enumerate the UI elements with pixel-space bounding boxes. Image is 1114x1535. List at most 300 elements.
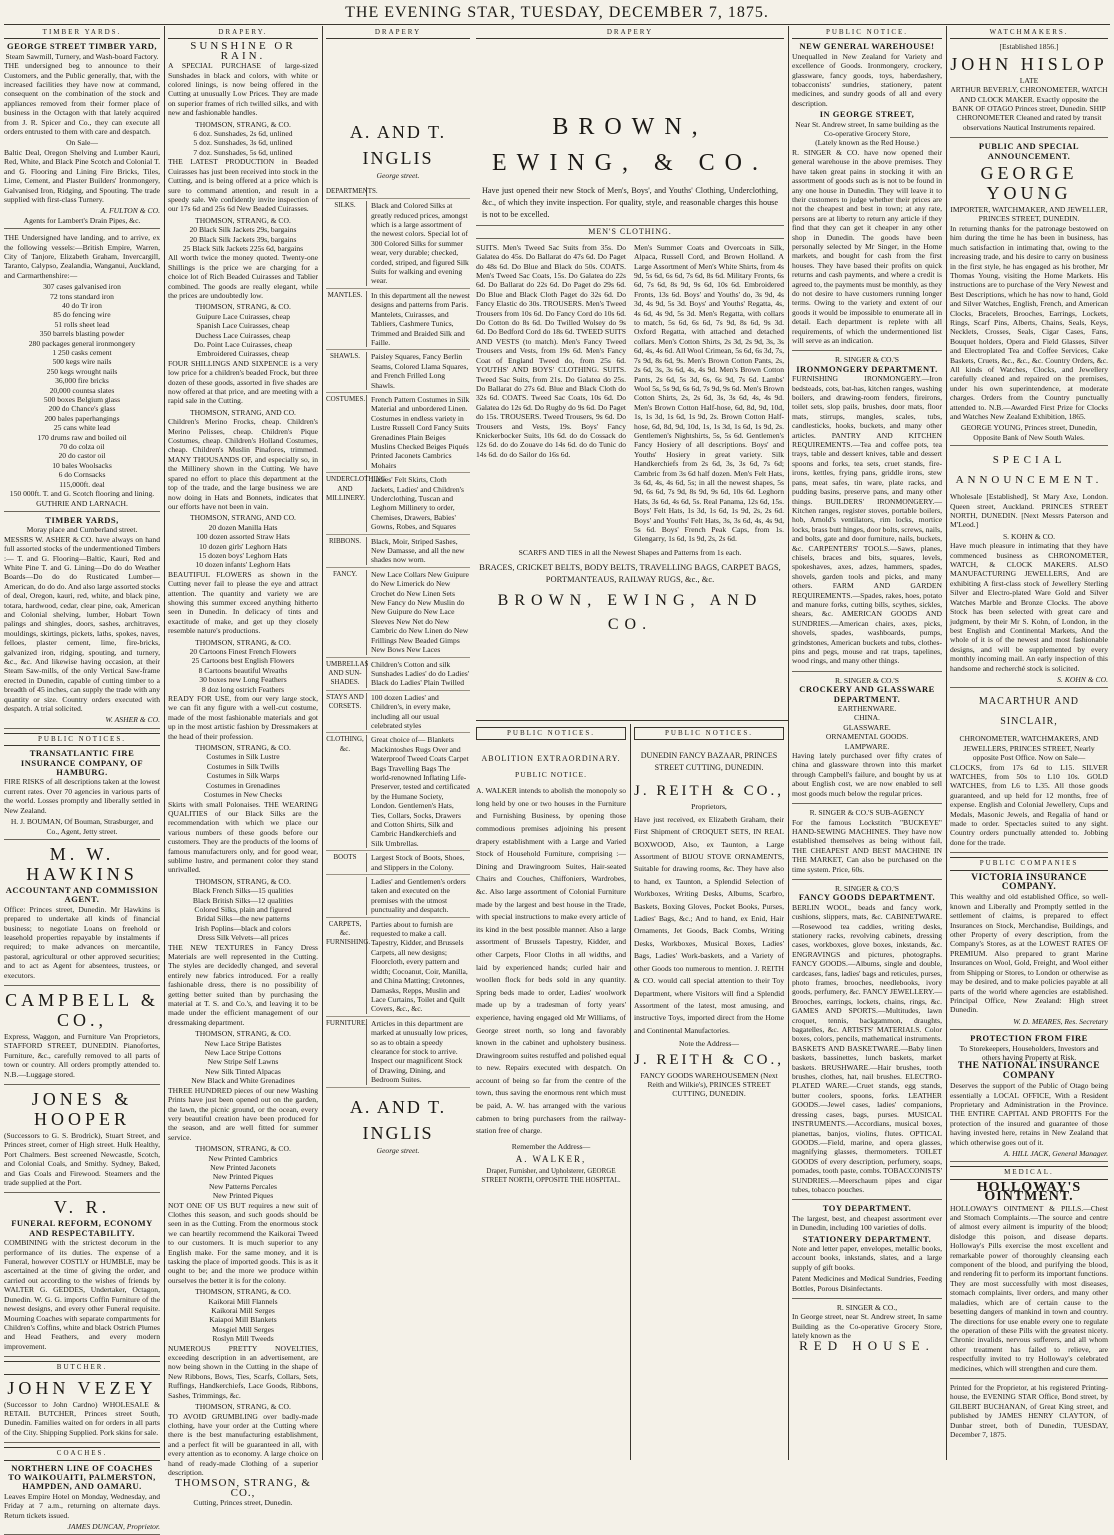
- ad-body: READY FOR USE, from our very large stock, we can fit any figure with a well-cut costume, made of the most fashionable materials and got up in the most artistic fashion by Dressmakers at the head of their profession.: [168, 694, 318, 741]
- ad-body: FOUR SHILLINGS AND SIXPENCE is a very low price for a children's beaded Frock, but three dozen of these goods, assorted in five shades are now offered at that price, and are meeting with a rapid sale in the Cutting.: [168, 358, 318, 406]
- ad-display-name: RED HOUSE.: [799, 1337, 935, 1353]
- ad-macarthur-sinclair: [950, 692, 1108, 853]
- ad-display-name: SPECIAL ANNOUNCEMENT.: [955, 454, 1103, 487]
- department-row: [326, 658, 470, 691]
- department-row: [326, 199, 470, 289]
- ad-title: IRONMONGERY DEPARTMENT.: [796, 363, 938, 374]
- goods-list-item: 20 Black Silk Jackets 39s, bargains: [189, 234, 297, 244]
- ad-asher-timber: [4, 516, 160, 729]
- ad-body: Deserves the support of the Public of Otago being essentially a LOCAL OFFICE, With a Resident Proprietary and Administration in the Province. THE ENTIRE CAPITAL AND PROFITS For the protection of the insured and guarantee of those having invested here, retains in New Zealand that which otherwise goes out of it.: [950, 1081, 1108, 1147]
- ad-body: Note and letter paper, envelopes, metallic books, account books, inkstands, slates, and a large supply of gift books.: [792, 1243, 942, 1272]
- goods-list-item: 72 tons standard iron: [50, 291, 114, 301]
- goods-list: [168, 1297, 318, 1344]
- department-row: [326, 393, 470, 473]
- goods-list-item: 100 dozen assorted Straw Hats: [196, 532, 290, 542]
- column-timber-yards: [4, 28, 160, 1531]
- ad-signature: THOMSON, STRANG, & CO.: [195, 1402, 291, 1412]
- ad-display-name: J. REITH & CO.,: [634, 1051, 784, 1068]
- section-heading: MEN'S CLOTHING.: [476, 225, 784, 238]
- ad-body: HOLLOWAY'S OINTMENT & PILLS.—Chest and Stomach Complaints.—The source and centre of almost every ailment is impurity of the blood; dislodge this poison, and disease departs. Holloway's Pills exercise the most excellent and remarkable power of thoroughly cleansing each component of the blood, and purifying the blood, and rendering fit to perform its important functions. They are most successfully with most diseases, stomach complaints, liver orders, and many other maladies, which are of certain cause to the besetting dangers of mankind in town and country. The directions for use enable every one to regulate the operation of these Pills with the greatest nicety. Chronic invalids, nervous sufferers, and all whom other treatment has failed to relieve, are respectfully invited to try Holloway's celebrated medicines, which will strengthen and cure them.: [950, 1203, 1108, 1373]
- ad-note: BRACES, CRICKET BELTS, BODY BELTS, TRAVELLING BAGS, CARPET BAGS, PORTMANTEAUS, RAILWAY RUGS, &c., &c.: [479, 562, 781, 585]
- ad-label: On Sale—: [66, 138, 98, 148]
- goods-list-item: New Black and White Grenadines: [191, 1076, 295, 1086]
- ad-body: Unequalled in New Zealand for Variety and excellence of Goods. Ironmongery, crockery, glassware, fancy goods, toys, haberdashery, tobacconists' sundries, stationery, patent medicines, and sundry goods of all and every description.: [792, 51, 942, 108]
- ad-body: (Successors to G. S. Brodrick), Stuart Street, and Princes street, corner of High street. Hulk Healthy, Port Chalmers. Best screened Newcastle, Scotch, and Colonial Coals, and Smithy. Sydney, Baked, and Gas Coals and Firewood. Steamers and the trade supplied at the Port.: [4, 1131, 160, 1188]
- ad-address: FANCY GOODS WAREHOUSEMEN (Next Reith and Wilkie's), PRINCES STREET CUTTING, DUNEDIN.: [640, 1070, 778, 1099]
- department-row: [326, 350, 470, 393]
- goods-list-item: LAMPWARE.: [844, 741, 890, 751]
- department-text: New Lace Collars New Guipure do New Limerick do New Crochet do New Linen Sets New Fancy do New Muslin do New Guipure do New Lace Sleeves New Net do New Cambric do New Linen do New Frillings New Beaded Gimps New Bows New Laces: [371, 569, 469, 655]
- department-text: Black, Moir, Striped Sashes, New Damasse, and all the new shades now worn.: [371, 536, 465, 565]
- goods-list-item: Black British Silks—12 qualities: [192, 895, 294, 905]
- goods-list-item: 25 Black Silk Jackets 225s 6d, bargains: [182, 243, 304, 253]
- ad-display-name: J. REITH & CO.,: [634, 783, 784, 800]
- column-heading: TIMBER YARDS.: [4, 28, 160, 39]
- ad-signature: S. KOHN & CO.: [1002, 531, 1056, 541]
- price-list-right: Men's Summer Coats and Overcoats in Silk, Alpaca, Russell Cord, and Brown Holland. A Large Assortment of Men's White Shirts, from 4s 9d, 5s 6d, 6s 6d, 7s 6d, 8s 6d. Military Fronts, 6s 6d, 7s 6d, 8s 9d, 9s 6d, 10s 6d. Embroidered Fronts, 13s 6d. Boys' and Youths' do, 3s 9d, 4s 3d, 4s 9d, 5s 3d. Boys' and Youths' Regatta, 4s, 4s 6d, 4s 9d, 5s 3d. Men's Regatta, with collars to match, 5s 6d, 6s 6d, 7s 9d, 8s 6d, 9s 3d. Oxford Regatta, with attached and detached collars. Men's Cotton Shirts, 2s 3d, 2s 9d, 3s, 3s 6d, 4s, 4s 6d. All Wool Crimean, 5s 6d, 6s 3d, 7s, 7s 9d, 8s 6d, 9s. Men's Brown Cotton Pants, 2s, 2s 6d, 3s, 3s 6d, 4s, 4s 9d. Men's Brown Cotton Pants, 2s 6d, 5s 3d, 6s, 6s 9d, 7s 6d. Lambs' Wool 5s, 5s 9d, 6s 6d, 7s 9d, 9s 6d. Men's Brown Cotton Shirts, 2s, 2s 6d, 3s, 3s 6d, 4s, 4s 9d. Men's Brown Cotton Half-hose, 6d, 8d, 9d, 10d, 1s, 1s 3d, 1s 6d, 1s 9d, 2s. Brown Cotton Half-hose, 6d, 8d, 9d, 10d, 1s, 1s 3d, 1s 6d, 1s 9d, 2s. Gentlemen's Nightshirts, 5s, 5s 6d. Gentlemen's Fancy Hosiery of all descriptions. Boys' and Youths' Hosiery in great variety. Silk Handkerchiefs from 2s 6d, 3s, 3s 6d, 7s 6d; Cambric from 3s 6d half dozen. Men's Felt Hats, 3s 6d, 4s, 4s 6d, 5s; in all the newest shapes, 5s 9d, 6s 6d, 7s 9d, 8s 9d, 9s 6d, 10s 6d. Leghorn Hats, 3s 6d, 4s 6d, 5s. Real Panama, 12s 6d, 15s. Boys' Felt Hats, 1s 3d, 1s 6d, 1s 9d, 2s, 2s 6d. Boys' and Youths' Felt Hats, 3s, 3s 6d, 4s, 4s 9d, 5s 6d. Boys' French Peak Caps, from 1s. Glengarry, 1s 6d, 1s 9d, 2s, 2s 6d.: [634, 242, 784, 544]
- section-heading: PUBLIC NOTICES.: [634, 727, 784, 740]
- goods-list-item: 20 dozen Manilla Hats: [208, 522, 278, 532]
- goods-list-item: 85 do fencing wire: [53, 310, 111, 320]
- department-row: [326, 185, 470, 199]
- goods-list: [4, 282, 160, 498]
- ad-title: ABOLITION EXTRAORDINARY.: [481, 754, 621, 764]
- goods-list-item: New Printed Piques: [212, 1191, 274, 1201]
- ad-title: GEORGE STREET TIMBER YARD,: [7, 41, 157, 52]
- ad-title: ACCOUNTANT AND COMMISSION AGENT.: [5, 884, 159, 905]
- goods-list-item: 20 Cartoons Finest French Flowers: [189, 647, 297, 656]
- ad-subtitle: Moray place and Cumberland street.: [26, 525, 138, 535]
- department-label: RIBBONS.: [326, 537, 367, 565]
- ad-body: Wholesale [Established], St Mary Axe, London. Queen street, Auckland. PRINCES STREET NORTH, DUNEDIN. [Next Messrs Paterson and M'Leod.]: [950, 492, 1108, 530]
- ad-transatlantic-insurance: [4, 749, 160, 840]
- ad-holloways-ointment: [950, 1179, 1108, 1379]
- goods-list-item: 200 do Chance's glass: [48, 404, 116, 414]
- ad-signature: THOMSON, STRANG, & CO.: [195, 215, 291, 225]
- goods-list-item: 150 000ft. T. and G. Scotch flooring and lining.: [9, 489, 155, 499]
- department-row: [326, 691, 470, 734]
- goods-list: [168, 523, 318, 570]
- goods-list-item: Mosgiel Mill Serges: [212, 1324, 274, 1334]
- goods-list-item: Spanish Lace Cuirasses, cheap: [196, 321, 290, 331]
- department-text: Ladies' and Gentlemen's orders taken and executed on the premises with the utmost punctuality and despatch.: [371, 877, 466, 915]
- column-heading: PUBLIC NOTICE.: [792, 28, 942, 39]
- goods-list-item: Colored Silks, plain and figured: [194, 904, 292, 914]
- ad-established: [Established 1856.]: [999, 42, 1059, 52]
- ad-george-young: [950, 142, 1108, 446]
- ad-display-name: JOHN VEZEY: [7, 1377, 157, 1398]
- department-label: MANTLES.: [326, 291, 367, 347]
- ad-title: NORTHERN LINE OF COACHES TO WAIKOUAITI, PALMERSTON, HAMPDEN, AND OAMARU.: [8, 1462, 156, 1492]
- department-text: Black and Colored Silks at greatly reduced prices, amongst which is a large assortment of the newest colors. Special lot of 300 Colored Silks for summer wear, very durable; checked, corded, striped, and figured Silk Suits for walking and evening wear.: [371, 201, 469, 286]
- goods-list: [168, 225, 318, 253]
- goods-list-item: Guipure Lace Cuirasses, cheap: [195, 311, 291, 321]
- ad-body: This wealthy and old established Office, so well-known and Liberally and Promptly settled in the settlement of claims, is prepared to effect Insurances on Stock, Merchandise, Buildings, and other Property of every description, from the Company's Stores, as at the LOWEST RATES OF PREMIUM. Also prepared to grant Marine Insurances on Wool, Gold, Freight, and Wool either from Shipping or Stores, to London or otherwise as may be desired, and to make policies payable at all parts of the world where agencies are established. Principal Office, New Zealand: High street Dunedin.: [950, 892, 1108, 1015]
- ad-title: FUNERAL REFORM, ECONOMY AND RESPECTABILITY.: [11, 1218, 153, 1238]
- goods-list: [792, 704, 942, 751]
- column-rule: [630, 724, 631, 1460]
- department-row: [326, 568, 470, 658]
- ad-signature: S. KOHN & CO.: [1057, 674, 1108, 684]
- ad-display-name: JONES & HOOPER: [31, 1089, 133, 1129]
- printer-imprint: Printed for the Proprietor, at his registered Printing-house, the EVENING STAR Office, Bond street, by GILBERT BUCHANAN, of Great King street, and published by JAMES HENRY CLAYTON, of Dunbar street, both of Dunedin, TUESDAY, December 7, 1875.: [950, 1382, 1108, 1439]
- ad-signature: THOMSON, STRANG, & CO.: [195, 743, 291, 753]
- ad-title: NEW GENERAL WAREHOUSE!: [799, 41, 935, 52]
- ad-john-hislop: [950, 42, 1108, 138]
- ad-note: Note the Address—: [679, 1039, 739, 1049]
- department-label: FURNITURE.: [326, 1019, 367, 1085]
- goods-list-item: New Lace Stripe Batistes: [204, 1038, 282, 1048]
- column-rule: [946, 26, 947, 1460]
- masthead: THE EVENING STAR, TUESDAY, DECEMBER 7, 1875.: [345, 4, 769, 21]
- goods-list-item: 5 doz. Sunshades, 3s 6d, unlined: [193, 138, 293, 148]
- department-row: [326, 1017, 470, 1088]
- department-text: [367, 187, 470, 196]
- goods-list: [168, 647, 318, 694]
- goods-list-item: 280 packages general ironmongery: [28, 338, 136, 348]
- goods-list: [168, 1154, 318, 1201]
- department-text: Great choice of— Blankets Mackintoshes Rugs Over and Waterproof Tweed Coats Carpet Bags Travelling Bags The world-renowned Inflating Life-Preserver, tested and certificated by the Humane Society, London. Gentlemen's Hats, Ties, Collars, Socks, Drawers and Cotton Shirts, Silk and Cambric Handkerchiefs and Silk Umbrellas.: [371, 735, 470, 848]
- goods-list-item: New Silk Tinted Alpacas: [205, 1066, 281, 1076]
- column-drapery-thomson-strang: [168, 28, 318, 1508]
- ad-body: THE NEW TEXTURES in Fancy Dress Materials are well represented in the Cutting. The styles are decidedly changed, and several entirely new fabrics introduced. For a really fashionable dress, there is no possibility of getting better suited than by purchasing the material at T. S. and Co.'s, and leaving it to be made under the efficient management of our dressmaking department.: [168, 942, 318, 1027]
- department-text: Largest Stock of Boots, Shoes, and Slippers in the Colony.: [371, 853, 465, 872]
- department-row: [326, 289, 470, 350]
- department-text: 100 dozen Ladies' and Children's, in every make, including all our usual celebrated styles: [371, 692, 451, 730]
- goods-list-item: Irish Poplins—black and colors: [195, 923, 291, 933]
- ad-body: Skirts with small Polonaises. THE WEARING QUALITIES of our Black Silks are the recommendation with which we place our various numbers of these goods before our customers. They are the products of the looms of famous manufacturers only, and for good wear, sublime lustre, and permanent color they stand unrivalled.: [168, 799, 318, 875]
- column-rule: [322, 26, 323, 1460]
- ad-signature: THOMSON, STRANG, & CO.: [195, 637, 291, 647]
- goods-list-item: 6 doz. Sunshades, 2s 6d, unlined: [193, 129, 293, 139]
- ad-body: Have just received, ex Elizabeth Graham, their First Shipment of CROQUET SETS, IN REAL BOXWOOD, Also, ex Taunton, a Large Assortment of BIJOU STOVE ORNAMENTS, Suitable for drawing rooms, &c. They have also to hand, ex Taunton, a Splendid Selection of Workboxes, Writing Desks, Albums, Scarbro, Baskets, Boxing Gloves, Pocket Books, Purses, Ladies' Bags, &c.; And to hand, ex Enid, Hair Ornaments, Jet Goods, Back Combs, Writing Desks, Workboxes, Musical Boxes, Ladies' Bags, Ladies' Work-baskets, and a Variety of other Goods too numerous to mention. J. REITH & CO. would call special attention to their Toy Department, where Visitors will find a Splendid Assortment of the latest, most amusing, and instructive Toys, imported direct from the Home and Continental Manufactories.: [634, 814, 784, 1035]
- department-label: CLOTHING, &c.: [326, 735, 367, 848]
- goods-list-item: 25 Cartoons best English Flowers: [191, 656, 295, 666]
- ad-singer-toys: [792, 1204, 942, 1299]
- section-heading: MEDICAL.: [950, 1166, 1108, 1179]
- column-heading: DRAPERY.: [168, 28, 318, 39]
- goods-list-item: Roslyn Mill Tweeds: [212, 1334, 274, 1344]
- goods-list-item: Embroidered Cuirasses, cheap: [196, 349, 290, 359]
- ad-signature: JAMES DUNCAN, Proprietor.: [67, 1522, 160, 1531]
- goods-list-item: 6 do Cornsacks: [58, 470, 106, 480]
- department-label: COSTUMES.: [326, 395, 367, 470]
- ad-singer-ironmongery: [792, 355, 942, 671]
- ad-subtitle: To Storekeepers, Householders, Investors and others having Property at Risk.: [959, 1043, 1099, 1062]
- ad-body: NOT ONE OF US BUT requires a new suit of Clothes this season, and such goods should be seen in as the Cutting. From the enormous stock we can heartily recommend the Kaikorai Tweed to our customers. It is much superior to any English make. For the same money, and it is tasking the place of imported goods. This is as it ought to be; and the more we produce within ourselves the better it is for the colony.: [168, 1200, 318, 1285]
- goods-list-item: Costumes in Silk Twills: [206, 761, 280, 771]
- goods-list-item: New Printed Jaconets: [210, 1162, 276, 1172]
- goods-list-item: 115,000ft. deal: [59, 479, 105, 489]
- goods-list-item: 70 do colza oil: [59, 442, 105, 452]
- goods-list-item: Costumes in New Checks: [203, 790, 283, 800]
- ad-victoria-insurance: [950, 874, 1108, 1031]
- ad-northern-coaches: [4, 1464, 160, 1535]
- goods-list-item: 20 Black Silk Jackets 29s, bargains: [189, 225, 297, 235]
- ad-body: FURNISHING IRONMONGERY.—Iron bedsteads, cots, bat-has, kitchen ranges, washing boilers, and drawing-room fenders, fireirons, toilet sets, slop pails, brushes, door mats, floor mats, stirrups, mangles, scales, tubs, candlesticks, hooks, buckets, and many other articles. PANTRY AND KITCHEN REQUIREMENTS.—Tea and coffee pots, tea trays, table and dessert knives, table and dessert spoons and forks, tea sets, cruet stands, fire-irons, kettles, frying pans, griddle irons, stew pans, meat safes, tin ware, plate racks, and pudding basins, preserve pans, and many other things. BUILDERS' IRONMONGERY.—Kitchen ranges, register stoves, portable boilers, hob, Arnold's ventilators, rim locks, mortice locks, brass butt hinges, door bolts, screws, nails, and bolts, gate and door furniture, nails, buckets, &c. CARPENTERS' TOOLS.—Saws, planes, chisels, braces and bits, squares, levels, spokeshaves, axes, adzes, hammers, spades, shovels, garden tools and picks, and many others. FARM AND GARDEN REQUIREMENTS.—Spades, rakes, hoes, potato and manure forks, cutting bills, scythes, sickles, shears, &c. AMERICAN GOODS AND SUNDRIES.—American chairs, axes, picks, shovels, spades, washboards, pumps, grindstones, American buckets and tubs, clothes-pins and pegs, mouse and rat traps, tapelines, wood rings, and many other things.: [792, 374, 942, 666]
- goods-list-item: New Lace Stripe Cottons: [204, 1048, 282, 1058]
- goods-list-item: 20,000 countsa slates: [49, 385, 115, 395]
- ad-signature: A. WALKER,: [515, 1154, 587, 1165]
- goods-list-item: ORNAMENTAL GOODS.: [825, 732, 909, 742]
- goods-list-item: New Printed Piques: [212, 1172, 274, 1182]
- ad-signature: R. SINGER & CO.'S SUB-AGENCY: [809, 808, 925, 818]
- ad-display-name: THOMSON, STRANG, & CO.,: [175, 1477, 311, 1499]
- ad-body: Have much pleasure in intimating that they have commenced business as CHRONOMETER, WATCH, & CLOCK MAKERS. ALSO MANUFACTURING JEWELLERS, And are exhibiting A first-class stock of Jewellery Sterling Silver and Electro-plated Ware Gold and Silver Watches Marble and Bronze Clocks. The above Stock has been selected with great care and judgment, by their Mr S. Kohn, of London, in the best English and Continental Markets, And the whole of it is of the newest and most fashionable designs, and will be supplemented by every monthly incoming mail. An early inspection of this handsome and recherché stock is solicited.: [950, 541, 1108, 673]
- ad-body: The largest, best, and cheapest assortment ever in Dunedin, including 100 varieties of dolls.: [792, 1213, 942, 1233]
- ad-body: Children's Merino Frocks, cheap. Children's Merino Pelisses, cheap. Children's Pique Costumes, cheap. Children's Holland Costumes, cheap. Children's Muslin Pinafores, trimmed. MANY THOUSANDS OF, and especially so, in the Millinery shown in the Cutting. We have spared no effort to place this department at the top of the trade, and the large business we are now doing in Hats and Bonnets, indicates that our efforts have not been in vain.: [168, 417, 318, 511]
- ad-subtitle: Cutting, Princes street, Dunedin.: [193, 1498, 293, 1508]
- ad-address-note: Near St. Andrew street, In same building as the Co-operative Grocery Store,: [795, 119, 939, 139]
- goods-list-item: Costumes in Silk Warps: [206, 771, 280, 781]
- ad-singer-warehouse: [792, 42, 942, 351]
- goods-list: [168, 1039, 318, 1086]
- ad-body: Leaves Empire Hotel on Monday, Wednesday, and Friday at 7 a.m., returning on alternate days. Return tickets issued.: [4, 1491, 160, 1520]
- ad-signature: THOMSON, STRANG, AND CO.: [190, 407, 296, 417]
- ad-display-name: SUNSHINE OR RAIN.: [190, 40, 296, 62]
- ad-title: VICTORIA INSURANCE COMPANY.: [971, 872, 1087, 893]
- goods-list-item: New Printed Cambrics: [208, 1153, 278, 1163]
- ad-note: SCARFS AND TIES in all the Newest Shapes and Patterns from 1s each.: [518, 547, 742, 557]
- ad-note: Agents for Lambert's Drain Pipes, &c.: [23, 215, 141, 225]
- department-text: In this department all the newest designs and patterns from Paris. Mantelets, Cuirasses, and Tabliers, Cashmere Tunics, Trimmed and Braided Silk and Faille.: [371, 290, 470, 347]
- ad-title: PUBLIC AND SPECIAL ANNOUNCEMENT.: [978, 141, 1080, 161]
- ad-body: THE Undersigned have landing, and to arrive, ex the following vessels:—British Empire, Warren, City of Tanjore, Elizabeth Graham, Invercargill, Taranto, Calypso, Zealandia, Wanganui, Auckland, and Carmarthenshire:—: [4, 233, 160, 280]
- goods-list: [168, 129, 318, 157]
- department-text: Children's Cotton and silk Sunshades Ladies' do do Ladies' Black do Ladies' Plain Twilled: [371, 659, 470, 688]
- column-reith-bazaar: [634, 724, 784, 1460]
- department-row: [326, 875, 470, 918]
- ad-singer-fancy: [792, 884, 942, 1200]
- ad-body: A SPECIAL PURCHASE of large-sized Sunshades in black and colors, with white or colored linings, is now being offered in the Cutting at unusually Low Prices. They are made on superior frames of rich twilled silks, and with new and fashionable handles.: [168, 61, 318, 118]
- ad-title: TIMBER YARDS,: [45, 514, 119, 525]
- ad-signature: W. ASHER & CO.: [105, 715, 160, 725]
- goods-list-item: 36,000 fire bricks: [55, 376, 109, 386]
- department-list: [326, 185, 470, 1088]
- column-inglis: [326, 28, 470, 1460]
- ad-display-name: BROWN, EWING, & CO.: [492, 114, 768, 177]
- ad-display-name: CAMPBELL & CO.,: [5, 989, 159, 1030]
- ad-body: NUMEROUS PRETTY NOVELTIES, exceeding description in an advertisement, are now being shown in the Cutting in the shape of New Ribbons, Bows, Ties, Scarfs, Collars, Sets, Ruffings, Handkerchiefs, Lace Goods, Ribbons, Sashes, Trimmings, &c.: [168, 1343, 318, 1400]
- ad-display-name: M. W. HAWKINS: [26, 843, 138, 884]
- goods-list-item: Kaiapoi Mill Blankets: [209, 1315, 277, 1325]
- ad-body: A. WALKER intends to abolish the monopoly so long held by one or two houses in the Furniture and Furnishing Business, by opening those commodious premises adjoining his present drapery establishment with a Large and Varied Stock of Household Furniture, comprising :— Dining and Drawingroom Suites, Hair-seated Chairs and Couches, Chiffoniers, Wardrobes, &c. Also large assortment of Colonial Furniture made by the largest and best house in the Trade, with special instructions to make every article of its kind in the best possible manner. Also a large assortment of Brussels Tapestry, Kidder, and other Carpets, Floor Cloths in all widths, and laid by experienced hands; curled hair and woollen flock for beds sold in any quantity. Spring beds made to order, Ladies' woolwork made up by a tradesman of forty years' experience, having engaged old Mr Williams, of George street north, so long and favorably known in the cabinet and upholstery business. Drawingroom suites restuffed and polished equal to new. Repairs executed with despatch. On account of being so far from the centre of the town, thus saving the enormous rent which must be paid, A. W. has arranged with the various cabmen to bring purchasers from the railway-station free of charge.: [476, 786, 626, 1136]
- goods-list-item: Kaikorai Mill Serges: [211, 1306, 275, 1316]
- ad-signature: THOMSON, STRANG, AND CO.: [190, 513, 296, 523]
- ad-display-name: GEORGE YOUNG: [980, 163, 1078, 204]
- ad-body: MESSRS W. ASHER & CO. have always on hand full assorted stocks of the undermentioned Timbers :— T. and G. Flooring—Baltic, Kauri, Red and White Pine T. and G. Lining—Do do do Weather Boards—Do do do Rusticated Lumber—American, do do do. And also large assorted stocks of deal, Oregon, kauri, red, white, and black pine, totara, hardwood, cedar, clear pine, oak, American and Colonial shelving, lumber, Hobart Town palings and shingles, doors, sashes, architraves, mouldings, skirtings, pickets, laths, spokes, naves, felloes, plaster cement, lime, fire-bricks, galvanized iron, ridging, spouting, and turnery, &c., &c. And likewise having occasion, at their Steam Saw-mills, of the only Vertical Saw-frame erected in Dunedin, capable of cutting timber to a breadth of 45 inches, can supply the trade with any quantity or size. Country orders executed with despatch. A trial solicited.: [4, 534, 160, 714]
- ad-signature: THOMSON, STRANG, & CO.: [195, 1029, 291, 1039]
- price-list-left: SUITS. Men's Tweed Sac Suits from 35s. Do Galatea do 45s. Do Ballarat do 47s 6d. Do Paget do 48s 6d. Do Blue and Black do 50s. COATS. Men's Tweed Sac Coats, 15s. Do Galatea do 22s 6d. Do Ballarat do 22s 6d. Do Paget do 29s 6d. Do Blue and Black Cloth Paget do 32s 6d. Do Fancy Elastic do 30s. TROUSERS. Men's Tweed Trousers from 10s 6d. Do Fancy Cord do 10s 6d. Do Cotton do 8s 6d. Do Twilled Wolsey do 9s 6d. Do Bedford Cord do 18s 6d. TWEED SUITS AND VESTS (to match). Men's Fancy Tweed Trousers and Vests, from 19s 6d. Men's Fancy Coat of England Tweed do, from 25s 6d. YOUTHS' AND BOYS' CLOTHING. SUITS. Tweed Sac Suits, from 21s. Do Galatea do 25s. Do Ballarat do 27s 6d. Blue and Black Cloth do 32s 6d. COATS. Tweed Sac Coats, 10s 6d. Do Galatea do 12s 6d. Do Rugby do 9s 6d. Do Paget do 15s. TROUSERS. Tweed Trousers, 9s 6d. Do Trousers and Vests, 19s. Boys' Fancy Knickerbocker Suits, 10s 6d. do do Cossack do 12s 6d. do do Zouave do 14s 6d. do do Tunic do 14s 6d. do do Sailor do 16s 6d.: [476, 242, 626, 459]
- ad-body: All worth twice the money quoted. Twenty-one Shillings is the price we are charging for a choice lot of Rich Beaded Cuirasses and Tablier combined. The goods are really elegant, while the prices are undoubtedly low.: [168, 253, 318, 300]
- department-row: [326, 851, 470, 875]
- ad-signature: GEORGE YOUNG, Princes street, Dunedin, Opposite Bank of New South Wales.: [960, 423, 1098, 442]
- ad-body: For the famous Lockstitch "BUCKEYE" HAND-SEWING MACHINES. They have now established themselves as being without fail, THE CHEAPEST AND BEST MACHINE IN THE MARKET, Can also be purchased on the time system. Price, 60s.: [792, 817, 942, 874]
- ad-body: BERLIN WOOL, beads and fancy work, cushions, slippers, mats, &c. CABINETWARE.—Rosewood tea caddies, writing desks, stationery racks, revolving cabinets, dressing cases, workboxes, glove boxes, inkstands, &c. ENGRAVINGS and pictures, photographs. FANCY GOODS.—Albums, single and double, cardcases, fans, ladies' bags and reticules, purses, photo frames, brooches, needlebooks, ivory goods, perfumery, &c. FANCY JEWELLERY.—Brooches, earrings, lockets, chains, rings, &c. GAMES AND SPORTS.—Multitudes, lawn croquet, tennis, backgammon, draughts, bagatelles, &c. ARTISTS' MATERIALS. Color boxes, colors, pencils, mathematical instruments. BASKETS AND BASKETWARE.—Baby linen baskets, bassinettes, lunch baskets, market baskets. BRUSHWARE.—Hair brushes, tooth brushes, clothes, hat, nail brushes. ELECTRO-PLATED WARE.—Cruet stands, egg stands, butter coolers, spoons, forks. LEATHER GOODS.—Jewel cases, ladies' companions, dressing cases, bags, purses. MUSICAL INSTRUMENTS.—Accordians, musical boxes, pianettas, banjos, violins, flutes. OPTICAL GOODS.—Field, marine, and opera glasses, magnifying glasses, thermometers. TOILET GOODS of every description, perfumery, soaps, pomades, tooth paste, combs. TOBACCONISTS' SUNDRIES.—Meerschaum pipes and cigar tubes, tobacco pouches.: [792, 902, 942, 1194]
- department-row: [326, 733, 470, 851]
- goods-list-item: CHINA.: [854, 713, 880, 723]
- column-heading: WATCHMAKERS.: [950, 28, 1108, 39]
- ad-subtitle: LATE: [1019, 75, 1039, 85]
- ad-body: THREE HUNDRED pieces of our new Washing Prints have just been opened out on the garden, the lawn, the picnic ground, or the ocean, every very beautiful creation have been produced for the season, and are well fitted for summer service.: [168, 1085, 318, 1142]
- goods-list-item: Bridal Silks—the new patterns: [196, 914, 290, 924]
- ad-title: FANCY GOODS DEPARTMENT.: [798, 892, 936, 903]
- masthead-rule: [4, 24, 1110, 25]
- goods-list-item: 25 cans white lead: [53, 423, 111, 433]
- department-label: DEPARTMENTS.: [326, 186, 378, 195]
- column-singer-warehouse: [792, 28, 942, 1460]
- goods-list-item: 200 bales paperhangings: [44, 413, 120, 423]
- column-watchmakers: [950, 28, 1108, 1460]
- goods-list-item: 51 rolls sheet lead: [54, 319, 110, 329]
- ad-george-street-timber-yard: [4, 42, 160, 229]
- department-label: CARPETS, &c. FURNISHING.: [326, 920, 367, 1014]
- goods-list-item: 10 dozen girls' Leghorn Hats: [199, 541, 287, 551]
- ad-body: (Successor to John Cardno) WHOLESALE & RETAIL BUTCHER, Princes street South, Dunedin. Families waited on for orders in all parts of the City. Shipping Supplied. Pork skins for sale.: [4, 1399, 160, 1437]
- ad-body: Office: Princes street, Dunedin. Mr Hawkins is prepared to undertake all kinds of financial business; to negotiate Loans on freehold or leasehold properties repayable by instalments if required; to make advances on mercantile, pastoral, agricultural or other approved securities; and to act as Agent for absentees, trustees, or executors.: [4, 904, 160, 980]
- ad-display-name: A. AND T. INGLIS: [349, 122, 447, 169]
- goods-list-item: Dress Silk Velvets—all prices: [197, 933, 289, 943]
- ad-body: ARTHUR BEVERLY, CHRONOMETER, WATCH AND CLOCK MAKER. Exactly opposite the BANK OF OTAGO Princes street, Dunedin. SHIP CHRONOMETER Cleaned and rated by transit observations Nautical Instruments repaired.: [950, 85, 1108, 132]
- goods-list-item: 30 boxes new Long Feathers: [199, 675, 287, 685]
- column-brown-ewing: [476, 28, 784, 718]
- ad-hawkins: [4, 844, 160, 986]
- ad-body: Baltic Deal, Oregon Shelving and Lumber Kauri, Red, White, and Black Pine Scotch and Colonial T. and G. Flooring and Lining Fire Bricks, Tiles, Lime, Cement, and Plaster Builders' Ironmongery, Galvanised Iron, Ridging, and Spouting. The trade supplied with first-class Turnery.: [4, 147, 160, 204]
- ad-signature: R. SINGER & CO.'S: [834, 883, 900, 893]
- ad-subtitle: Proprietors,: [691, 802, 727, 812]
- goods-list-item: 170 drums raw and boiled oil: [37, 432, 127, 442]
- ad-body: COMBINING with the strictest decorum in the performance of its duties. The expense of a Funeral, however COSTLY or HUMBLE, may be ascertained at the time of giving the order, and carried out according to the wishes of friends by WALTER G. GEDDES, Undertaker, Octagon, Dunedin. W. G. G. imports Coffin Furniture of the newest designs, and every other Funeral requisite. Mourning Coaches with separate compartments for Children's Coffins, white and black Ostrich Plumes and Head Feathers, and every modern improvement.: [4, 1238, 160, 1351]
- ad-campbell: [4, 990, 160, 1085]
- ad-display-name: HOLLOWAY'S OINTMENT.: [976, 1179, 1082, 1205]
- ad-title: STATIONERY DEPARTMENT.: [802, 1233, 932, 1244]
- ad-subtitle: IMPORTER, WATCHMAKER, AND JEWELLER, PRINCES STREET, DUNEDIN.: [950, 205, 1108, 224]
- ad-body: Have just opened their new Stock of Men's, Boys', and Youths' Clothing, Underclothing, &c., of which they invite inspection. For quality, style, and reasonable charges this house is not to be excelled.: [482, 186, 778, 220]
- ad-note: Remember the Address—: [511, 1141, 591, 1151]
- ad-body: TO AVOID GRUMBLING over badly-made clothing, have your order at the Cutting where there is the best manufacturing establishment, and a perfect fit will be guaranteed in all, with every attention as to economy. A large choice on hand of ready-made Clothing of a superior description.: [168, 1411, 318, 1477]
- goods-list: [168, 886, 318, 942]
- department-text: Ladies' Felt Skirts, Cloth Jackets, Ladies' and Children's Underclothing, Tuscan and Leghorn Millinery to order, Chemises, Drawers, Babies' Gowns, Robes, and Squares: [371, 475, 464, 532]
- ad-subtitle: George street.: [376, 1145, 420, 1155]
- ad-signature: A. HILL JACK, General Manager.: [1003, 1149, 1108, 1158]
- ad-address-note: (Lately known as the Red House.): [815, 138, 919, 148]
- goods-list-item: EARTHENWARE.: [837, 704, 897, 714]
- ad-body: FIRE RISKS of all descriptions taken at the lowest current rates. Over 70 agencies in various parts of the world. Losses promptly and liberally settled in New Zealand.: [4, 777, 160, 815]
- goods-list-item: GLASSWARE.: [843, 722, 891, 732]
- goods-list-item: 250 kegs wrought nails: [46, 366, 118, 376]
- goods-list-item: 10 bales Woolsacks: [52, 460, 112, 470]
- ad-body: Patent Medicines and Medical Sundries, Feeding Bottles, Porous Disinfectants.: [792, 1274, 942, 1293]
- ad-title: PROTECTION FROM FIRE: [970, 1033, 1088, 1044]
- ad-address: IN GEORGE STREET,: [819, 109, 915, 120]
- ad-subtitle: George street.: [376, 171, 420, 181]
- section-rule: [476, 720, 788, 721]
- ad-body: THE LATEST PRODUCTION in Beaded Cuirasses has just been received into stock in the Cutting, and is being offered at a price which is sure to command attention, and result in a speedy sale. We confidently invite inspection of our 17s 6d and 25s 6d New Beaded Cuirasses.: [168, 157, 318, 214]
- goods-list-item: New Stripe Self Lawns: [207, 1057, 279, 1067]
- ad-s-kohn: [950, 450, 1108, 688]
- ad-display-name: MACARTHUR AND SINCLAIR,: [979, 696, 1079, 728]
- goods-list-item: 8 doz long ostrich Feathers: [201, 684, 285, 694]
- goods-list-item: 20 do castor oil: [58, 451, 106, 461]
- section-heading: PUBLIC NOTICES.: [476, 727, 626, 740]
- column-rule: [164, 26, 165, 1460]
- goods-list-item: Costumes in Grenadines: [205, 780, 281, 790]
- ad-body: Express, Waggon, and Furniture Van Proprietors, STAFFORD STREET, DUNEDIN. Pianofortes, Furniture, &c., carefully removed to all parts of town or country. All orders promptly attended to. N.B.—Luggage stored.: [4, 1031, 160, 1079]
- goods-list-item: 500 kegs wire nails: [52, 357, 112, 367]
- ad-singer-sewing: [792, 808, 942, 880]
- department-text: Parties about to furnish are requested to make a call. Tapestry, Kidder, and Brussels Carpets, all new designs; Floorcloth, every pattern and width; Cocoanut, Coir, Manilla, and China Matting; Cretonnes, Damasks, Repps, Muslin and Lace Curtains, Toilet and Quilt Covers, &c., &c.: [371, 919, 468, 1014]
- ad-signature: THOMSON, STRANG, & CO.: [195, 1287, 291, 1297]
- ad-body: In George street, near St. Andrew street, In same Building as the Co-operative Grocery Store, lately known as the: [792, 1312, 942, 1341]
- ad-singer-crockery: [792, 676, 942, 804]
- goods-list-item: 15 dozen boys' Leghorn Hats: [198, 550, 288, 560]
- ad-title: CROCKERY AND GLASSWARE DEPARTMENT.: [799, 684, 935, 704]
- ad-signature: THOMSON, STRANG, & CO.: [195, 876, 291, 886]
- ad-body: In returning thanks for the patronage bestowed on him during the time he has been in business, has much satisfaction in intimating that, owing to the increasing trade, and his desire to carry on business in the first style, he has engaged as his brother, Mr Thomas Young, visiting the Home Markets. His instructions are to purchase of the Very Newest and Best Descriptions, which he has now to hand, Gold and Silver Watches, English, French, and American Clocks, Bracelets, Brooches, Earrings, Lockets, Rings, Scarf Pins, Alberts, Chains, Seals, Keys, Necklets, Crosses, Seals, Cigar Cases, Fans, Bouquet holders, Opera and Field Glasses, Silver and Electroplated Tea and Coffee Services, Cake Baskets, Cruets, &c., &c., &c. Country Orders, &c. All kinds of Watches, Clocks, and Jewellery carefully cleaned and repaired on the premises, under his own superintendence, at moderate charges. Orders from the Country punctually attended to. N.B.—Awarded First Prize for Clocks and Watches New Zealand Exhibition, 1865.: [950, 223, 1108, 421]
- ad-signature: W. D. MEARES, Res. Secretary: [1013, 1016, 1108, 1026]
- department-text: Articles in this department are marked at unusually low prices, so as to obtain a speedy clearance for stock to arrive. Inspect our magnificent Stock of Drawing, Dining, and Bedroom Suites.: [371, 1018, 468, 1085]
- department-label: [326, 877, 367, 915]
- goods-list-item: Duchess Lace Cuirasses, cheap: [195, 330, 291, 340]
- ad-jones-hooper: [4, 1089, 160, 1193]
- ad-subtitle: PUBLIC NOTICE.: [515, 769, 587, 779]
- ad-signature: R. SINGER & CO.,: [836, 1303, 898, 1312]
- department-label: STAYS AND CORSETS.: [326, 693, 367, 731]
- section-heading: COACHES.: [4, 1447, 160, 1460]
- department-label: UNDERCLOTHING AND MILLINERY.: [326, 475, 367, 531]
- ad-funeral-reform: [4, 1197, 160, 1357]
- goods-list-item: Costumes in Silk Lustre: [206, 752, 280, 762]
- ad-john-vezey: [4, 1378, 160, 1444]
- goods-list-item: 500 boxes Belgium glass: [43, 395, 121, 405]
- ad-signature: R. SINGER & CO.'S: [834, 355, 900, 365]
- department-row: [326, 535, 470, 568]
- department-row: [326, 918, 470, 1017]
- ad-display-name: A. AND T. INGLIS: [349, 1096, 447, 1143]
- ad-title: TOY DEPARTMENT.: [822, 1203, 912, 1214]
- column-walker-notice: [476, 724, 626, 1460]
- ad-national-insurance: [950, 1034, 1108, 1162]
- ad-signature: R. SINGER & CO.'S: [834, 675, 900, 685]
- ad-display-name: V. R.: [53, 1197, 111, 1218]
- section-heading: BUTCHER.: [4, 1361, 160, 1374]
- ad-title: DUNEDIN FANCY BAZAAR, PRINCES STREET CUTTING, DUNEDIN.: [640, 751, 778, 773]
- department-label: SILKS.: [326, 201, 367, 286]
- goods-list-item: 307 cases galvanised iron: [43, 282, 121, 292]
- ad-body: Having lately purchased over fifty crates of china and glassware thrown into this market through Campbell's failure, and bought by us at about English cost, we are now enabled to sell most goods much below the regular prices.: [792, 751, 942, 798]
- ad-body: CLOCKS, from 17s 6d to L15. SILVER WATCHES, from 50s to L10 10s. GOLD WATCHES, from L6 to L35. All those goods guaranteed, and up held for 12 months, free of expense. English and Colonial Jewellery, Cups and Medals, Masonic Jewels, and Regalia of hand or made to order. Spectacles suited to any sight. Country orders punctually attended to. Jobbing done for the trade.: [950, 762, 1108, 847]
- goods-list-item: Do. Point Lace Cuirasses, cheap: [193, 340, 293, 349]
- ad-signature: THOMSON, STRANG, & CO.: [195, 119, 291, 129]
- column-heading: DRAPERY: [326, 28, 470, 39]
- department-label: UMBRELLAS AND SUN-SHADES.: [326, 659, 369, 687]
- column-rule: [788, 26, 789, 1460]
- department-label: SHAWLS.: [326, 352, 367, 390]
- goods-list: [168, 312, 318, 359]
- goods-list-item: Black French Silks—15 qualities: [192, 886, 294, 896]
- ad-address: Draper, Furnisher, and Upholsterer, GEORGE STREET NORTH, OPPOSITE THE HOSPITAL.: [481, 1166, 621, 1185]
- goods-list-item: 1 250 casks cement: [52, 348, 112, 357]
- department-row: [326, 473, 470, 534]
- goods-list-item: 8 Cartoons beautiful Wreaths: [198, 665, 288, 675]
- ad-body: THE undersigned beg to announce to their Customers, and the Public generally, that, with the increased facilities they have now at command, consequent on the combination of the stock and appliances removed from their former place of business in the Octagon with that lately acquired from J. R. Spicer and Co., they can execute all orders entrusted to them with care and despatch.: [4, 61, 160, 137]
- goods-list-item: Kaikorai Mill Flannels: [208, 1296, 278, 1306]
- department-label: BOOTS: [326, 853, 367, 872]
- ad-signature: H. J. BOUMAN, Of Bouman, Strasburger, and Co., Agent, Jetty street.: [10, 817, 154, 836]
- ad-signature: A. FULTON & CO.: [100, 206, 160, 216]
- ad-display-name: JOHN HISLOP: [950, 53, 1108, 74]
- department-label: FANCY.: [326, 570, 367, 655]
